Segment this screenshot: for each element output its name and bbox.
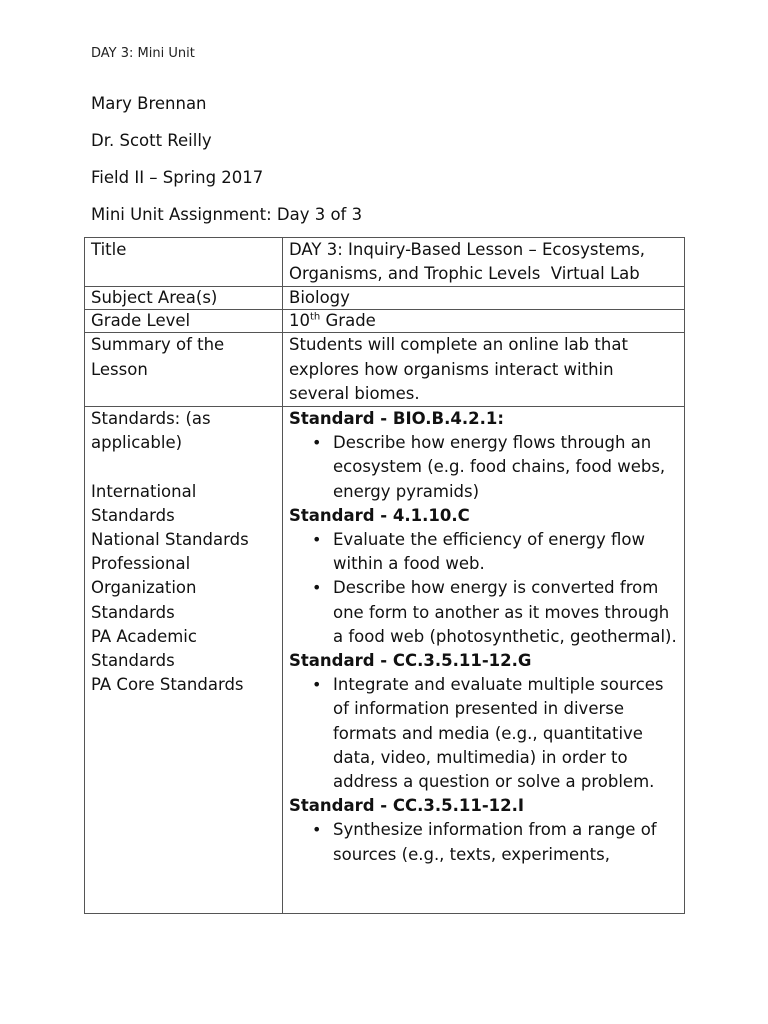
- table-row-title: [85, 238, 685, 287]
- summary-label: Summary of the Lesson: [85, 333, 283, 407]
- subject-label: Subject Area(s): [85, 287, 283, 310]
- standard-bullet: • Integrate and evaluate multiple sources of information presented in diverse formats and media (e.g., quantitative data, video, multimedia) in order to address a question or solve a problem.: [333, 673, 678, 794]
- grade-suffix: th: [310, 311, 321, 323]
- standard-heading: Standard - CC.3.5.11-12.G: [289, 651, 532, 671]
- standard-bullets: [289, 818, 678, 866]
- course-term: Field II – Spring 2017: [91, 168, 264, 187]
- summary-value: Students will complete an online lab that explores how organisms interact within several biomes.: [283, 333, 685, 407]
- table-row-standards: [85, 407, 685, 914]
- standard-bullets: [289, 431, 678, 504]
- author-name: Mary Brennan: [91, 94, 207, 113]
- title-value: [283, 238, 685, 287]
- instructor-name: Dr. Scott Reilly: [91, 131, 212, 150]
- table-row-summary: [85, 333, 685, 407]
- title-label: Title: [85, 238, 283, 287]
- lesson-plan-table: [84, 237, 685, 914]
- standard-bullets: [289, 528, 678, 649]
- running-header: DAY 3: Mini Unit: [91, 46, 195, 61]
- standards-label-professional: Professional Organization Standards: [91, 554, 197, 622]
- grade-word: Grade: [320, 311, 376, 331]
- standard-bullets: [289, 673, 678, 794]
- standards-label-international: International Standards: [91, 481, 197, 525]
- standard-bullet: • Evaluate the efficiency of energy flow within a food web.: [333, 528, 678, 576]
- standards-label: Standards: (as applicable): [91, 409, 211, 453]
- standards-list: [289, 407, 678, 913]
- standards-label-cell: [85, 407, 283, 914]
- standard-bullet: • Describe how energy is converted from one form to another as it moves through a food web (photosynthetic, geothermal).: [333, 576, 678, 649]
- grade-value: [283, 310, 685, 333]
- table-row-grade: [85, 310, 685, 333]
- standards-label-spacer: [91, 455, 276, 479]
- grade-number: 10: [289, 311, 310, 331]
- standards-label-pa-academic: PA Academic Standards: [91, 626, 197, 671]
- grade-label: Grade Level: [85, 310, 283, 333]
- title-value-line2: Organisms, and Trophic Levels Virtual Lab: [289, 264, 640, 284]
- standard-heading: Standard - 4.1.10.C: [289, 505, 470, 525]
- standard-bullet: • Synthesize information from a range of sources (e.g., texts, experiments,: [333, 818, 678, 866]
- subject-value: Biology: [283, 287, 685, 310]
- table-row-subject: [85, 287, 685, 310]
- assignment-line: Mini Unit Assignment: Day 3 of 3: [91, 205, 363, 224]
- standard-bullet: • Describe how energy flows through an ecosystem (e.g. food chains, food webs, energy pyramids): [333, 431, 678, 504]
- standard-heading: Standard - CC.3.5.11-12.I: [289, 796, 525, 816]
- standards-label-pa-core: PA Core Standards: [91, 675, 244, 695]
- title-value-line1: DAY 3: Inquiry-Based Lesson – Ecosystems,: [289, 240, 646, 259]
- standard-heading: Standard - BIO.B.4.2.1:: [289, 409, 504, 429]
- standards-value-cell: [283, 407, 685, 914]
- standards-label-national: National Standards: [91, 530, 249, 550]
